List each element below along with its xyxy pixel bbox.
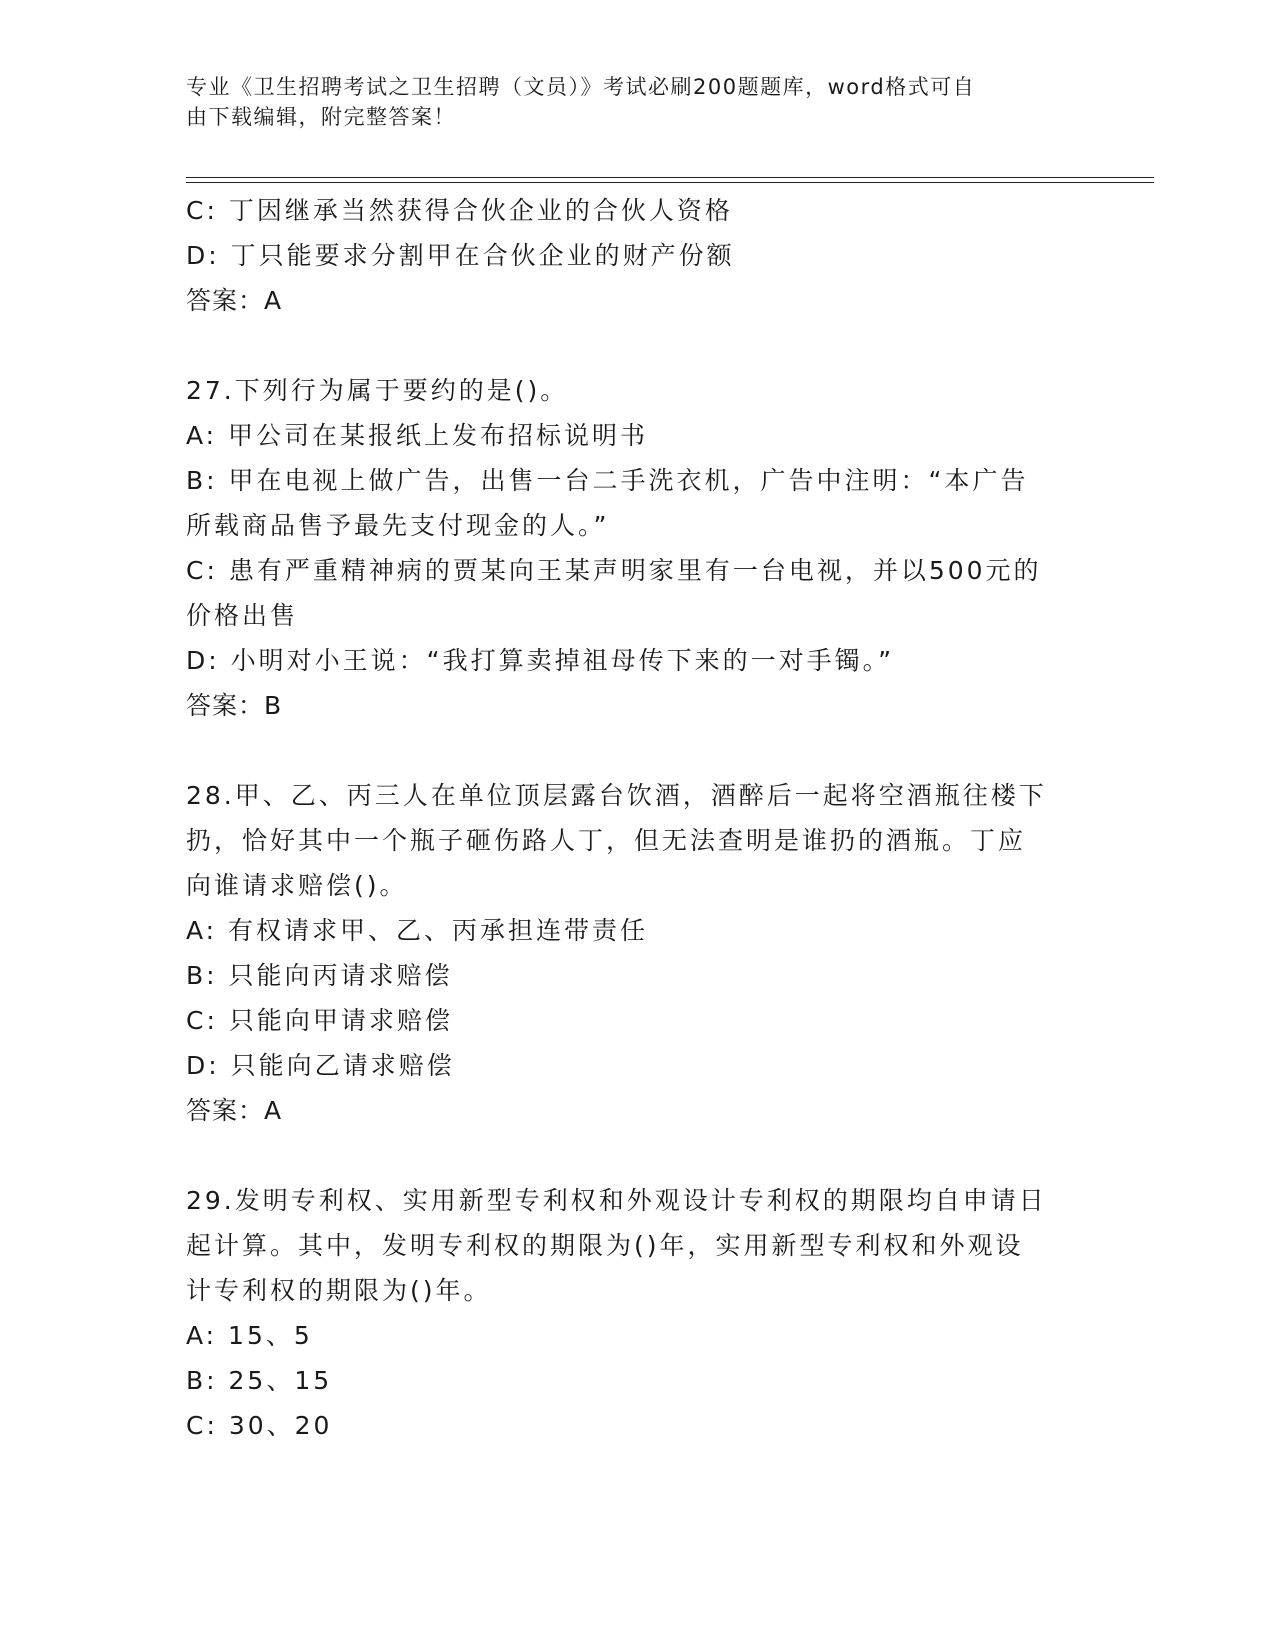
header-divider-bottom: [186, 182, 1154, 183]
option-d: D: 只能向乙请求赔偿: [186, 1051, 455, 1080]
answer: 答案：A: [186, 1096, 283, 1125]
question-text-line-2: 扔，恰好其中一个瓶子砸伤路人丁，但无法查明是谁扔的酒瓶。丁应: [186, 826, 1027, 855]
option-c: C: 30、20: [186, 1411, 333, 1440]
spacer: [186, 1133, 1066, 1178]
answer: 答案：B: [186, 691, 283, 720]
question-text-line-2: 起计算。其中，发明专利权的期限为()年，实用新型专利权和外观设: [186, 1231, 1024, 1260]
question-text-line-3: 向谁请求赔偿()。: [186, 871, 408, 900]
option-c: C: 只能向甲请求赔偿: [186, 1006, 453, 1035]
question-27: [186, 368, 1066, 728]
question-28: [186, 773, 1066, 1133]
question-text-line-3: 计专利权的期限为()年。: [186, 1276, 492, 1305]
option-b-line-2: 所载商品售予最先支付现金的人。”: [186, 511, 610, 540]
header-line-1: 专业《卫生招聘考试之卫生招聘（文员）》考试必刷200题题库，word格式可自: [186, 75, 976, 99]
question-content: [186, 188, 1066, 1448]
question-26-tail: [186, 188, 1066, 323]
option-a: A: 15、5: [186, 1321, 313, 1350]
question-text-line-1: 28.甲、乙、丙三人在单位顶层露台饮酒，酒醉后一起将空酒瓶往楼下: [186, 781, 1047, 810]
option-b-line-1: B: 甲在电视上做广告，出售一台二手洗衣机，广告中注明：“本广告: [186, 466, 1029, 495]
option-d: D: 小明对小王说：“我打算卖掉祖母传下来的一对手镯。”: [186, 646, 895, 675]
option-a: A: 甲公司在某报纸上发布招标说明书: [186, 421, 649, 450]
option-c: C: 丁因继承当然获得合伙企业的合伙人资格: [186, 196, 733, 225]
option-b: B: 只能向丙请求赔偿: [186, 961, 453, 990]
spacer: [186, 323, 1066, 368]
question-text-line-1: 29.发明专利权、实用新型专利权和外观设计专利权的期限均自申请日: [186, 1186, 1047, 1215]
option-c-line-2: 价格出售: [186, 601, 299, 630]
option-a: A: 有权请求甲、乙、丙承担连带责任: [186, 916, 649, 945]
option-b: B: 25、15: [186, 1366, 333, 1395]
document-header: [186, 72, 1066, 132]
option-c-line-1: C: 患有严重精神病的贾某向王某声明家里有一台电视，并以500元的: [186, 556, 1042, 585]
option-d: D: 丁只能要求分割甲在合伙企业的财产份额: [186, 241, 735, 270]
question-29: [186, 1178, 1066, 1448]
header-divider-top: [186, 177, 1154, 178]
question-text: 27.下列行为属于要约的是()。: [186, 376, 569, 405]
spacer: [186, 728, 1066, 773]
answer: 答案：A: [186, 286, 283, 315]
header-line-2: 由下载编辑，附完整答案！: [186, 105, 456, 129]
